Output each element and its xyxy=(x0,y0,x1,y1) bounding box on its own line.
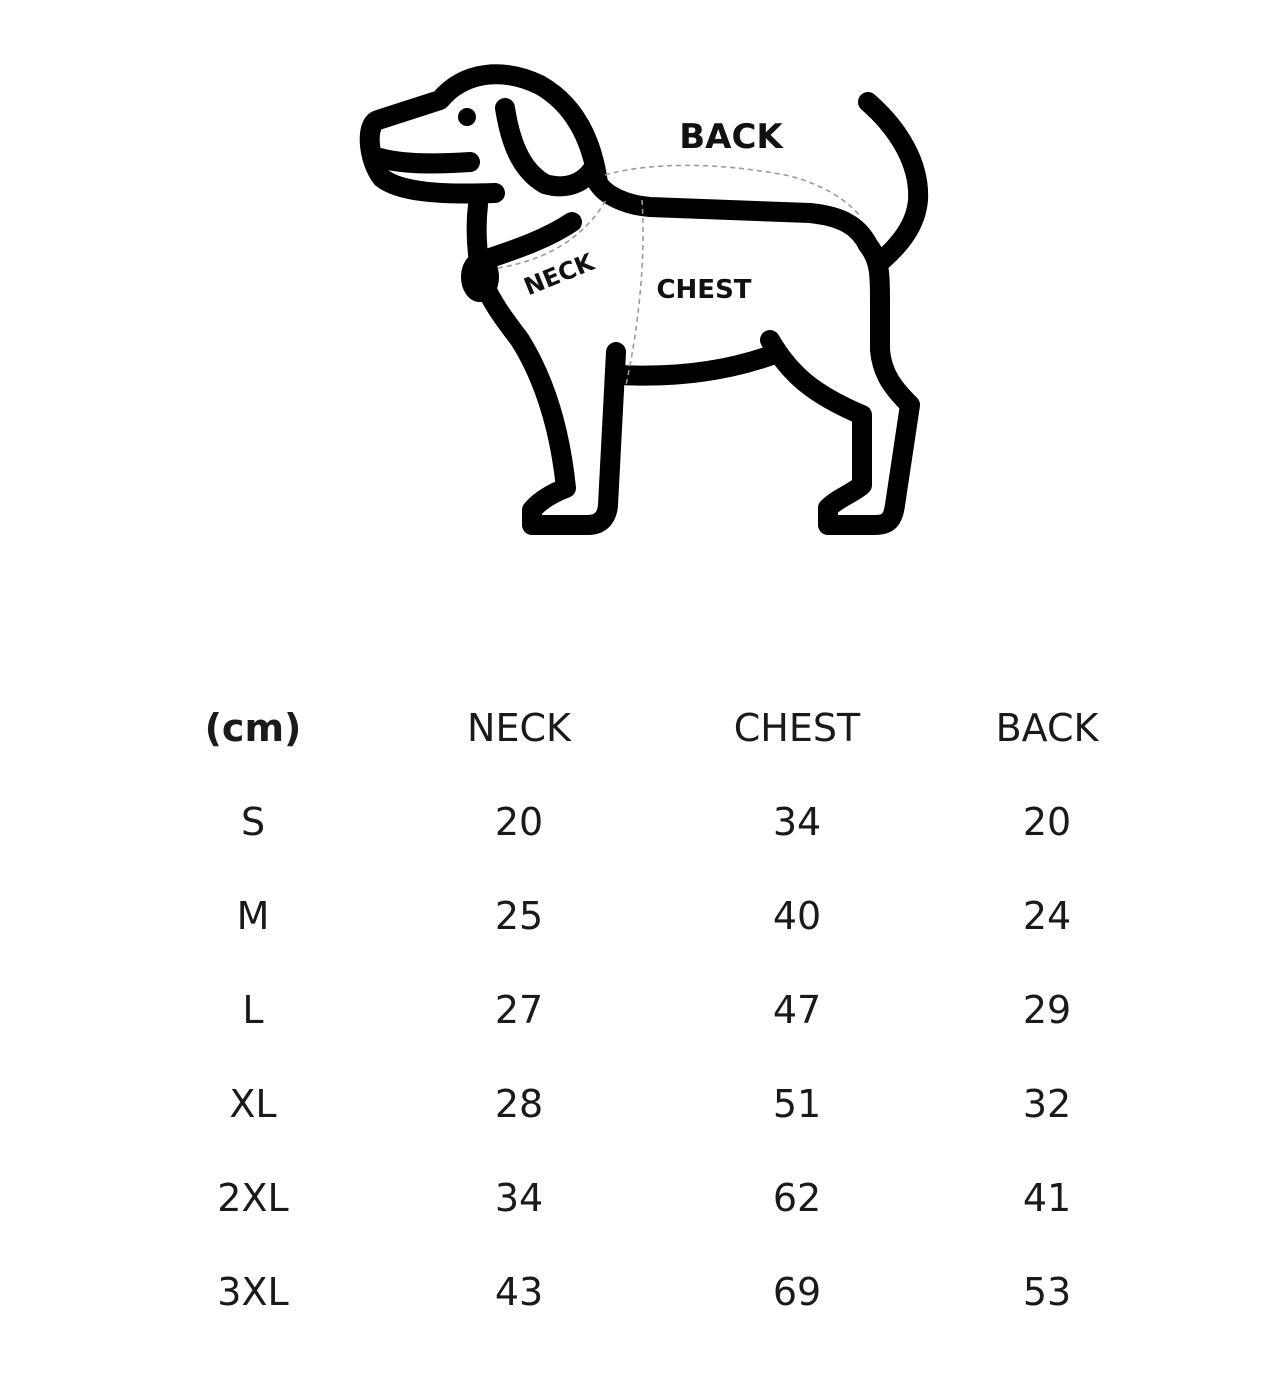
dog-rear-leg-outline xyxy=(770,245,910,525)
table-row xyxy=(0,1160,1280,1254)
chest-label: CHEST xyxy=(656,275,752,305)
table-row xyxy=(0,878,1280,972)
size-cell: S xyxy=(240,800,266,844)
table-row xyxy=(0,972,1280,1066)
chest-cell: 47 xyxy=(772,988,822,1032)
chest-cell: 62 xyxy=(772,1176,822,1220)
chest-header: CHEST xyxy=(733,706,861,750)
neck-label: NECK xyxy=(520,247,598,302)
dog-mouth-line xyxy=(380,158,470,163)
back-cell: 41 xyxy=(1022,1176,1072,1220)
dog-measurement-diagram xyxy=(0,0,1280,600)
dog-collar xyxy=(490,222,572,258)
dog-front-leg-outline xyxy=(482,280,616,525)
back-cell: 29 xyxy=(1022,988,1072,1032)
dog-eye xyxy=(458,108,476,126)
size-cell: L xyxy=(242,988,264,1032)
chest-cell: 34 xyxy=(772,800,822,844)
back-label: BACK xyxy=(679,117,783,157)
size-cell: 3XL xyxy=(217,1270,289,1314)
table-row xyxy=(0,1066,1280,1160)
dog-belly-outline xyxy=(620,355,772,376)
chest-cell: 69 xyxy=(772,1270,822,1314)
table-row xyxy=(0,1254,1280,1348)
neck-cell: 34 xyxy=(494,1176,544,1220)
neck-header: NECK xyxy=(467,706,571,750)
dog-outline-icon xyxy=(370,74,918,525)
table-header-row xyxy=(0,690,1280,784)
dog-head-outline xyxy=(370,74,598,193)
neck-cell: 25 xyxy=(494,894,544,938)
back-header: BACK xyxy=(995,706,1099,750)
neck-cell: 20 xyxy=(494,800,544,844)
back-cell: 53 xyxy=(1022,1270,1072,1314)
back-cell: 24 xyxy=(1022,894,1072,938)
back-cell: 20 xyxy=(1022,800,1072,844)
size-cell: 2XL xyxy=(217,1176,289,1220)
neck-cell: 43 xyxy=(494,1270,544,1314)
chest-measure-line xyxy=(626,200,643,385)
chest-cell: 40 xyxy=(772,894,822,938)
size-cell: M xyxy=(236,894,270,938)
chest-cell: 51 xyxy=(772,1082,822,1126)
size-cell: XL xyxy=(229,1082,277,1126)
dog-back-outline xyxy=(598,183,868,245)
back-cell: 32 xyxy=(1022,1082,1072,1126)
neck-cell: 27 xyxy=(494,988,544,1032)
table-row xyxy=(0,784,1280,878)
neck-cell: 28 xyxy=(494,1082,544,1126)
unit-header: (cm) xyxy=(204,706,302,750)
size-chart-table xyxy=(0,690,1280,1348)
